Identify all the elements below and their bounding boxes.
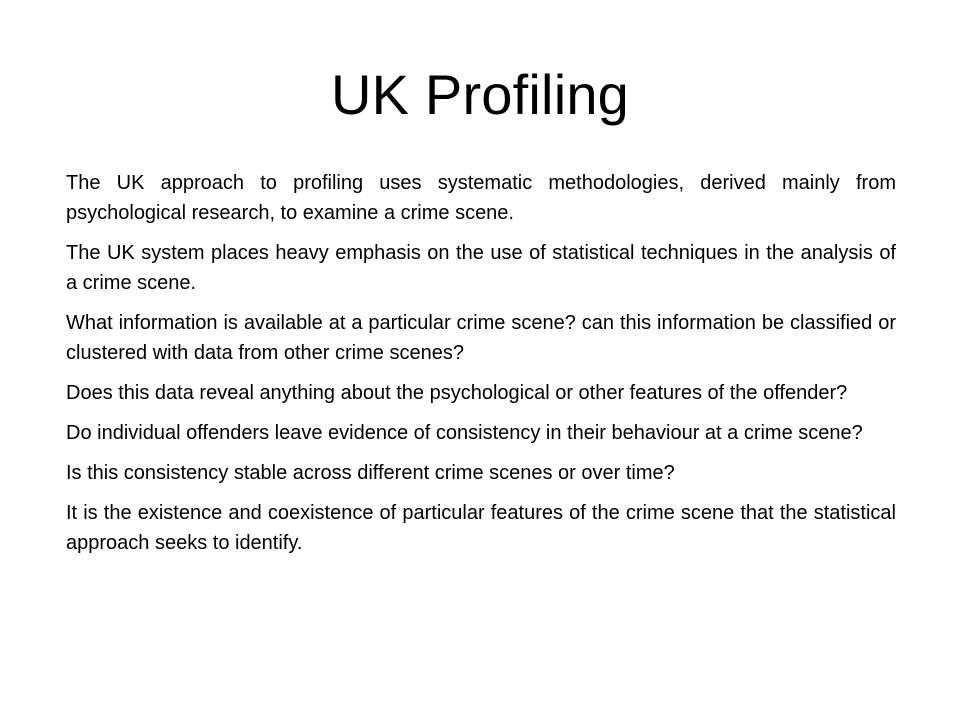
slide-title: UK Profiling [330,63,630,126]
paragraph: Is this consistency stable across different crime scenes or over time? [66,462,675,484]
paragraph: The UK approach to profiling uses systematic methodologies, derived mainly from psychological research, to examine a crime scene. [66,172,896,224]
paragraph: Do individual offenders leave evidence of consistency in their behaviour at a crime scene? [66,422,863,444]
paragraph: It is the existence and coexistence of particular features of the crime scene that the statistical approach seeks to identify. [66,502,896,554]
paragraph: Does this data reveal anything about the psychological or other features of the offender? [66,382,848,404]
paragraph: What information is available at a particular crime scene? can this information be classified or clustered with data from other crime scenes? [66,312,896,364]
slide-body [66,168,896,568]
paragraph: The UK system places heavy emphasis on the use of statistical techniques in the analysis of a crime scene. [66,242,896,294]
